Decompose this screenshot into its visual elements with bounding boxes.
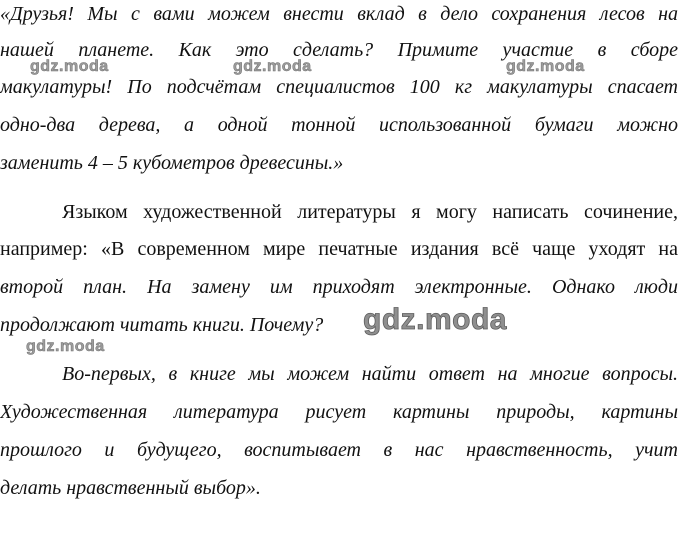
text-line-1: «Друзья! Мы с вами можем внести вклад в дело сохранения лесов на — [0, 3, 678, 25]
paragraph-3-line-1 — [0, 362, 678, 386]
paragraph-3-line-1-text: Во-первых, в книге мы можем найти ответ на многие вопросы. — [62, 363, 678, 385]
paragraph-2-line-4: продолжают читать книги. Почему? — [0, 314, 324, 336]
text-line-4: одно-два дерева, а одной тонной использованной бумаги можно — [0, 114, 678, 136]
paragraph-3-line-3: прошлого и будущего, воспитывает в нас нравственность, учит — [0, 439, 678, 461]
watermark-4: gdz.moda — [26, 338, 105, 355]
paragraph-2-line-2: например: «В современном мире печатные издания всё чаще уходят на — [0, 238, 678, 260]
paragraph-2-line-1-text: Языком художественной литературы я могу написать сочинение, — [62, 201, 678, 223]
watermark-1: gdz.moda — [30, 58, 109, 75]
text-line-3: макулатуры! По подсчётам специалистов 100 кг макулатуры спасает — [0, 76, 678, 98]
text-line-5: заменить 4 – 5 кубометров древесины.» — [0, 152, 344, 174]
watermark-2: gdz.moda — [233, 58, 312, 75]
paragraph-2-line-1 — [0, 200, 678, 224]
watermark-large: gdz.moda — [363, 303, 507, 336]
paragraph-3-line-2: Художественная литература рисует картины природы, картины — [0, 401, 678, 423]
watermark-3: gdz.moda — [506, 58, 585, 75]
paragraph-3-line-4: делать нравственный выбор». — [0, 477, 261, 499]
text-line-2: нашей планете. Как это сделать? Примите участие в сборе — [0, 39, 678, 61]
paragraph-2-line-3: второй план. На замену им приходят электронные. Однако люди — [0, 276, 678, 298]
